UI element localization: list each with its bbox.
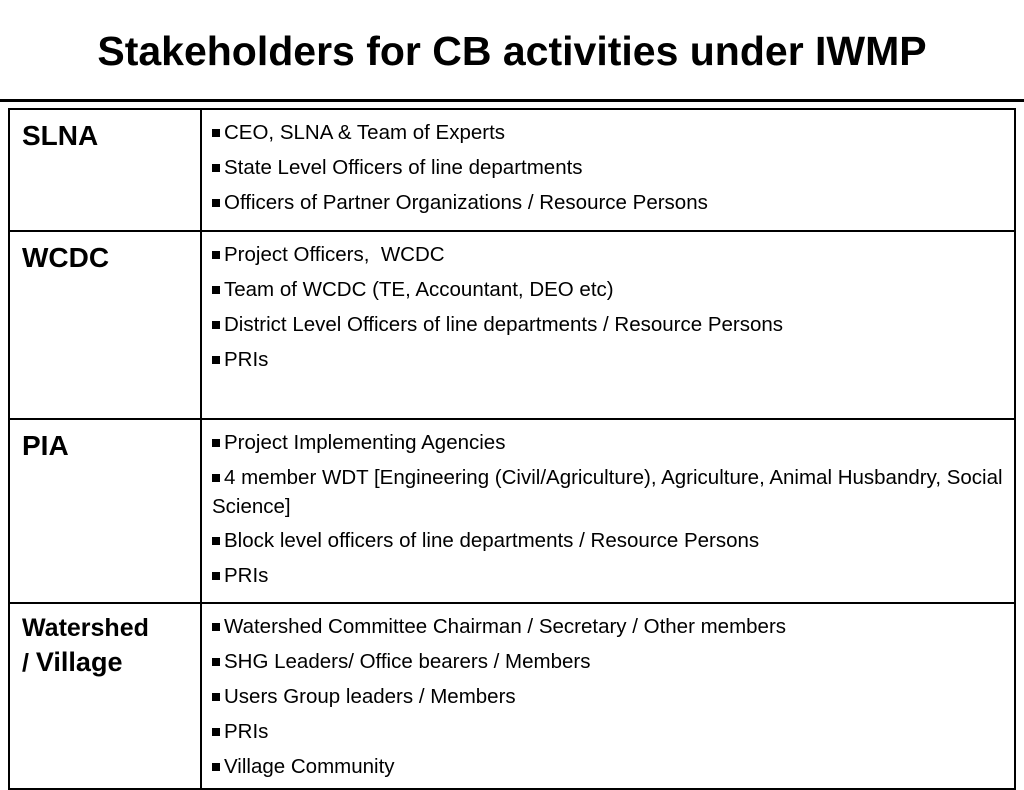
table-row-watershed-village (9, 603, 1015, 789)
list-item: Officers of Partner Organizations / Resource Persons (212, 188, 1004, 218)
list-item: PRIs (212, 717, 1004, 747)
square-bullet-icon (212, 658, 220, 666)
square-bullet-icon (212, 693, 220, 701)
table-row-slna (9, 109, 1015, 231)
items-cell (201, 231, 1015, 419)
list-item: CEO, SLNA & Team of Experts (212, 118, 1004, 148)
square-bullet-icon (212, 763, 220, 771)
square-bullet-icon (212, 728, 220, 736)
square-bullet-icon (212, 321, 220, 329)
items-cell (201, 419, 1015, 603)
title-divider (0, 99, 1024, 102)
square-bullet-icon (212, 474, 220, 482)
list-item: PRIs (212, 345, 1004, 375)
role-cell: SLNA (9, 109, 201, 231)
square-bullet-icon (212, 286, 220, 294)
role-line-watershed: Watershed (22, 614, 149, 642)
list-item: District Level Officers of line departments / Resource Persons (212, 310, 1004, 340)
role-line-prefix: / (22, 648, 36, 677)
square-bullet-icon (212, 537, 220, 545)
list-item: Village Community (212, 752, 1004, 782)
items-cell (201, 603, 1015, 789)
square-bullet-icon (212, 623, 220, 631)
square-bullet-icon (212, 356, 220, 364)
square-bullet-icon (212, 129, 220, 137)
page-title: Stakeholders for CB activities under IWMP (97, 28, 927, 74)
table-row-wcdc (9, 231, 1015, 419)
list-item: PRIs (212, 561, 1004, 591)
list-item: Project Implementing Agencies (212, 428, 1004, 458)
square-bullet-icon (212, 439, 220, 447)
stakeholders-table (8, 108, 1016, 790)
table-row-pia (9, 419, 1015, 603)
items-cell (201, 109, 1015, 231)
role-line-village: Village (35, 646, 123, 677)
square-bullet-icon (212, 164, 220, 172)
list-item: Watershed Committee Chairman / Secretary / Other members (212, 612, 1004, 642)
list-item: SHG Leaders/ Office bearers / Members (212, 647, 1004, 677)
list-item: State Level Officers of line departments (212, 153, 1004, 183)
role-cell (9, 603, 201, 789)
list-item: Team of WCDC (TE, Accountant, DEO etc) (212, 275, 1004, 305)
square-bullet-icon (212, 572, 220, 580)
square-bullet-icon (212, 251, 220, 259)
list-item: Block level officers of line departments / Resource Persons (212, 526, 1004, 556)
role-cell: PIA (9, 419, 201, 603)
list-item: Project Officers, WCDC (212, 240, 1004, 270)
list-item: Users Group leaders / Members (212, 682, 1004, 712)
role-cell: WCDC (9, 231, 201, 419)
square-bullet-icon (212, 199, 220, 207)
list-item: 4 member WDT [Engineering (Civil/Agriculture), Agriculture, Animal Husbandry, Social Science] (212, 466, 1003, 518)
